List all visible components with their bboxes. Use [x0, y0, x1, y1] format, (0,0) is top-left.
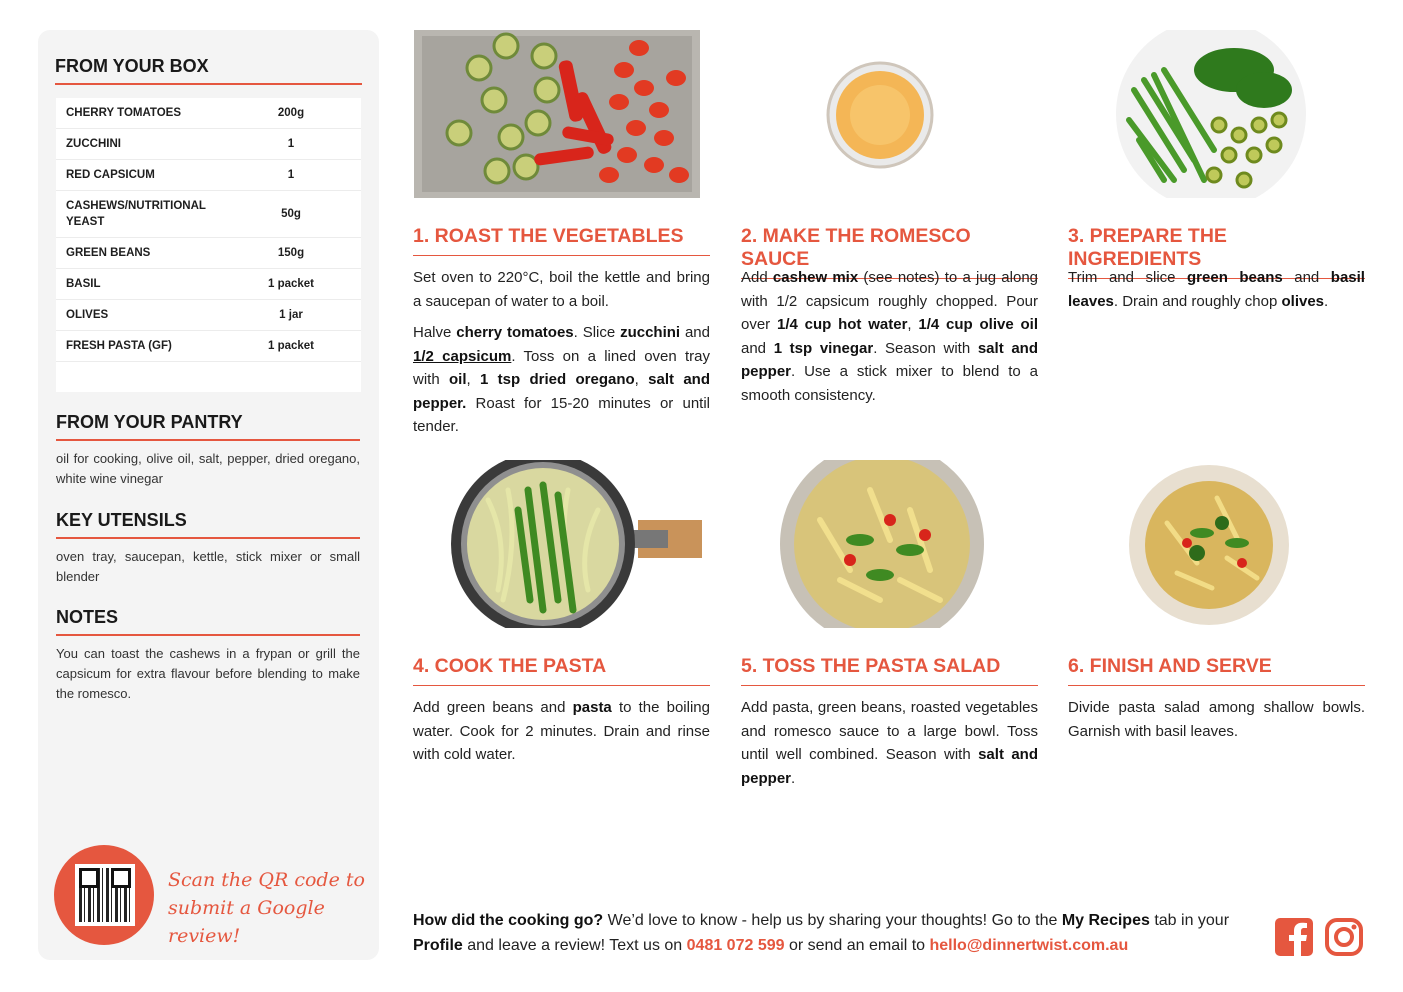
qr-caption-line1: Scan the QR code to [168, 869, 365, 891]
ingredient-oregano: 1 tsp dried oregano [480, 371, 635, 388]
ingredient-green-beans: green beans [1187, 269, 1283, 286]
ingredient-cherry-tomatoes: cherry tomatoes [456, 324, 574, 341]
step4-text [413, 696, 710, 775]
text-run: and leave a review! Text us on [462, 937, 687, 954]
ingredient-row [56, 238, 361, 269]
ingredient-salt-pepper: salt and pepper. [413, 371, 710, 412]
ingredient-oil: oil [449, 371, 467, 388]
notes-heading: NOTES [56, 607, 360, 636]
ingredient-row [56, 300, 361, 331]
ingredient-basil-leaves: basil leaves [1068, 269, 1365, 310]
ingredient-name: FRESH PASTA (GF) [66, 340, 172, 352]
ingredient-name: RED CAPSICUM [66, 169, 155, 181]
step6-paragraph: Divide pasta salad among shallow bowls. Garnish with basil leaves. [1068, 699, 1365, 740]
ingredient-vinegar: 1 tsp vinegar [773, 339, 874, 357]
text-run: . [791, 769, 796, 787]
phone-link[interactable]: 0481 072 599 [686, 937, 785, 954]
step5-photo-pasta-salad-bowl [780, 460, 984, 628]
profile-label: Profile [413, 937, 463, 954]
step1-paragraph2 [413, 321, 710, 439]
text-run: Trim and slice [1068, 269, 1188, 286]
step4-photo-pasta-pot [448, 460, 702, 628]
step3-paragraph [1068, 266, 1365, 313]
step4-paragraph [413, 696, 710, 767]
ingredient-name: CASHEWS/NUTRITIONAL YEAST [66, 200, 206, 228]
text-run: and [1282, 269, 1331, 286]
text-run: . Season with [873, 339, 978, 357]
utensils-heading: KEY UTENSILS [56, 510, 360, 539]
ingredient-row [56, 129, 361, 160]
text-run: and [741, 339, 774, 357]
text-run: (see notes) to a jug along with 1/2 capsicum roughly chopped. Pour over [741, 269, 1038, 333]
ingredient-name: ZUCCHINI [66, 138, 121, 150]
ingredient-zucchini: zucchini [620, 324, 681, 341]
ingredient-row [56, 160, 361, 191]
ingredient-qty: 1 [287, 138, 295, 150]
step5-paragraph [741, 696, 1038, 790]
ingredient-olives: olives [1281, 292, 1325, 310]
ingredient-qty: 50g [281, 208, 301, 220]
text-run: and [680, 324, 710, 341]
text-run: Halve [413, 324, 457, 341]
from-your-box-heading: FROM YOUR BOX [55, 56, 362, 85]
pantry-section [56, 412, 360, 489]
feedback-footer [413, 908, 1263, 958]
sidebar [38, 30, 379, 960]
step3-text [1068, 266, 1365, 321]
text-run: tab in your [1149, 912, 1230, 929]
step1-text [413, 266, 710, 447]
qr-code-icon[interactable] [76, 865, 134, 925]
ingredient-salt-pepper: salt and pepper [741, 339, 1039, 380]
step6-text [1068, 696, 1365, 751]
ingredient-salt-pepper: salt and pepper [741, 746, 1039, 787]
text-run: or send an email to [784, 937, 930, 954]
footer-question: How did the cooking go? [413, 912, 604, 929]
ingredient-qty: 1 packet [267, 278, 315, 290]
my-recipes-label: My Recipes [1061, 912, 1150, 929]
qr-badge[interactable] [54, 845, 154, 945]
step1-photo-roast-tray [414, 30, 700, 198]
ingredient-qty: 200g [277, 107, 305, 119]
ingredient-hot-water: 1/4 cup hot water [776, 316, 908, 333]
step1-heading: 1. ROAST THE VEGETABLES [413, 225, 710, 256]
step2-heading: 2. MAKE THE ROMESCO SAUCE [741, 225, 1038, 279]
step5-text [741, 696, 1038, 798]
ingredient-row [56, 269, 361, 300]
ingredient-cashew-mix: cashew mix [772, 269, 859, 286]
ingredient-qty: 1 packet [267, 340, 315, 352]
utensils-text: oven tray, saucepan, kettle, stick mixer or small blender [56, 549, 360, 584]
notes-text: You can toast the cashews in a frypan or grill the capsicum for extra flavour before blending to make the romesco. [56, 646, 360, 701]
pantry-heading: FROM YOUR PANTRY [56, 412, 360, 441]
step1-paragraph1: Set oven to 220°C, boil the kettle and bring a saucepan of water to a boil. [413, 269, 710, 310]
utensils-section [56, 510, 360, 587]
step2-text [741, 266, 1038, 415]
text-run: We’d love to know - help us by sharing your thoughts! Go to the [603, 912, 1062, 929]
step6-photo-served-bowl [1127, 463, 1291, 627]
step5-heading: 5. TOSS THE PASTA SALAD [741, 655, 1038, 686]
text-run: , [634, 371, 649, 388]
step6-heading: 6. FINISH AND SERVE [1068, 655, 1365, 686]
email-link[interactable]: hello@dinnertwist.com.au [929, 937, 1129, 954]
text-run: . [1324, 292, 1329, 310]
text-run: Add [741, 269, 773, 286]
ingredient-olive-oil: 1/4 cup olive oil [918, 316, 1038, 333]
ingredient-qty: 1 jar [279, 309, 303, 321]
text-run: Add green beans and [413, 699, 573, 716]
text-run: to the boiling water. Cook for 2 minutes. Drain and rinse with cold water. [413, 699, 710, 763]
ingredient-row [56, 191, 361, 238]
text-run: , [907, 316, 919, 333]
step3-heading: 3. PREPARE THE INGREDIENTS [1068, 225, 1365, 279]
notes-section [56, 607, 360, 704]
step2-photo-romesco-jug [815, 60, 945, 170]
ingredient-qty: 1 [287, 169, 295, 181]
text-run: , [466, 371, 480, 388]
ingredient-name: OLIVES [66, 309, 109, 321]
facebook-icon[interactable] [1275, 918, 1313, 956]
ingredients-table [56, 98, 361, 392]
step3-photo-prepared-ingredients [1114, 30, 1308, 198]
ingredient-pasta: pasta [572, 699, 612, 716]
instagram-icon[interactable] [1325, 918, 1363, 956]
ingredient-row [56, 98, 361, 129]
qr-caption [168, 866, 368, 950]
text-run: . Slice [573, 324, 621, 341]
ingredient-name: GREEN BEANS [66, 247, 151, 259]
ingredient-row [56, 331, 361, 362]
qr-caption-line2: submit a Google review! [168, 897, 325, 947]
text-run: . Use a stick mixer to blend to a smooth consistency. [741, 363, 1038, 404]
step2-paragraph [741, 266, 1038, 407]
text-run: Roast for 15-20 minutes or until tender. [413, 394, 710, 435]
pantry-text: oil for cooking, olive oil, salt, pepper, dried oregano, white wine vinegar [56, 451, 360, 486]
ingredient-qty: 150g [277, 247, 305, 259]
step4-heading: 4. COOK THE PASTA [413, 655, 710, 686]
text-run: Add pasta, green beans, roasted vegetables and romesco sauce to a large bowl. Toss until well combined. Season with [741, 699, 1038, 763]
text-run: . Toss on a lined oven tray with [413, 347, 711, 388]
ingredient-half-capsicum: 1/2 capsicum [413, 347, 512, 365]
ingredient-name: BASIL [66, 278, 101, 290]
text-run: . Drain and roughly chop [1113, 292, 1282, 310]
ingredient-name: CHERRY TOMATOES [66, 107, 182, 119]
